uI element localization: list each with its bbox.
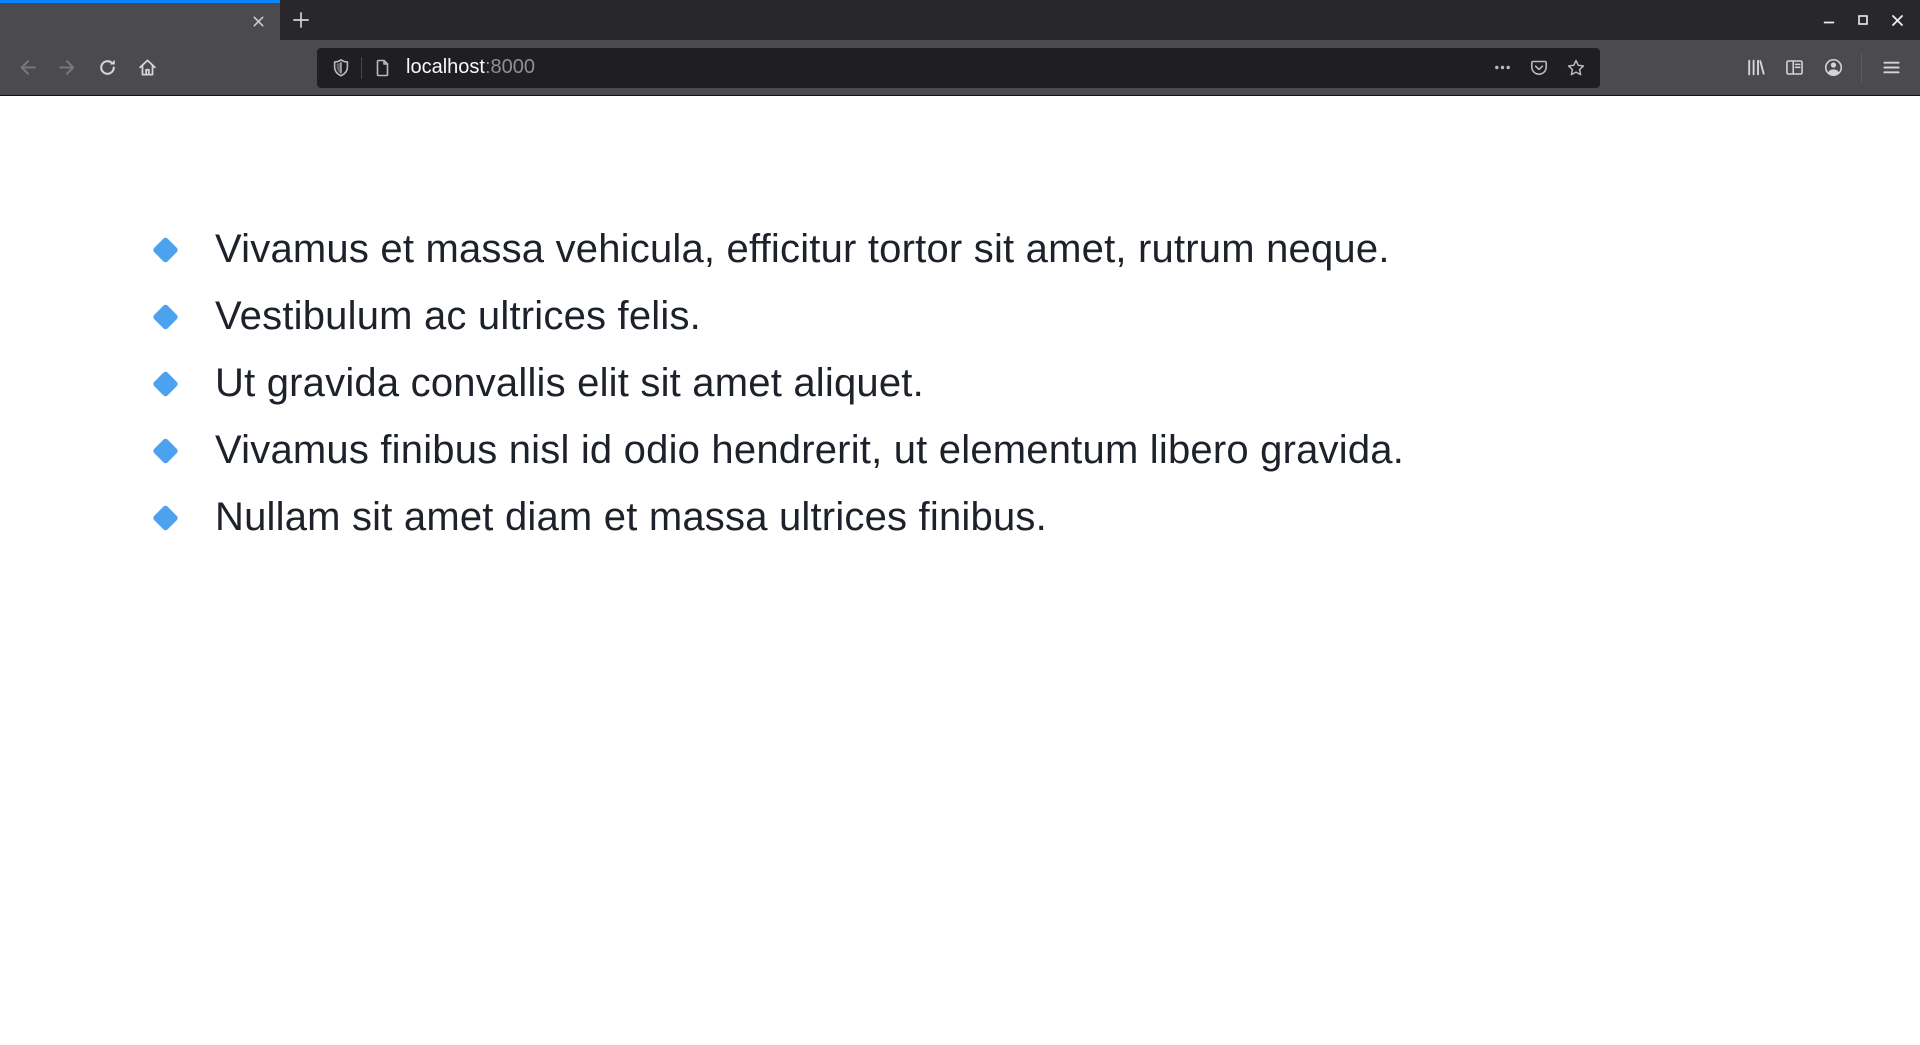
forward-arrow-icon bbox=[57, 57, 78, 78]
active-tab[interactable] bbox=[0, 0, 280, 40]
new-tab-button[interactable] bbox=[283, 0, 319, 40]
window-maximize-button[interactable] bbox=[1846, 0, 1880, 40]
star-icon bbox=[1566, 58, 1586, 78]
reload-icon bbox=[97, 57, 118, 78]
toolbar-separator bbox=[1861, 54, 1862, 82]
navigation-toolbar bbox=[0, 40, 1920, 96]
maximize-icon bbox=[1856, 13, 1870, 27]
page-info-button[interactable] bbox=[368, 54, 396, 82]
close-icon bbox=[250, 13, 267, 30]
url-host: localhost bbox=[406, 56, 485, 78]
bookmark-button[interactable] bbox=[1560, 52, 1592, 84]
page-content bbox=[0, 96, 1920, 1044]
url-text bbox=[406, 56, 535, 79]
url-bar[interactable] bbox=[317, 48, 1600, 88]
list-item: Nullam sit amet diam et massa ultrices finibus. bbox=[215, 484, 1920, 551]
list-item: Vivamus et massa vehicula, efficitur tortor sit amet, rutrum neque. bbox=[215, 216, 1920, 283]
hamburger-icon bbox=[1881, 57, 1902, 78]
library-icon bbox=[1745, 57, 1766, 78]
back-button[interactable] bbox=[8, 49, 46, 87]
minimize-icon bbox=[1822, 13, 1836, 27]
toolbar-right-cluster bbox=[1735, 49, 1912, 87]
home-icon bbox=[137, 57, 158, 78]
tab-bar bbox=[0, 0, 1920, 40]
page-actions-button[interactable] bbox=[1486, 52, 1518, 84]
library-button[interactable] bbox=[1736, 49, 1774, 87]
window-minimize-button[interactable] bbox=[1812, 0, 1846, 40]
three-dots-icon bbox=[1493, 58, 1512, 77]
reload-button[interactable] bbox=[88, 49, 126, 87]
window-close-button[interactable] bbox=[1880, 0, 1914, 40]
close-icon bbox=[1890, 13, 1905, 28]
account-button[interactable] bbox=[1814, 49, 1852, 87]
menu-button[interactable] bbox=[1872, 49, 1910, 87]
tracking-protection-button[interactable] bbox=[327, 54, 355, 82]
pocket-icon bbox=[1529, 58, 1549, 78]
back-arrow-icon bbox=[17, 57, 38, 78]
sidebar-button[interactable] bbox=[1775, 49, 1813, 87]
forward-button[interactable] bbox=[48, 49, 86, 87]
window-controls bbox=[1812, 0, 1920, 40]
list-item: Ut gravida convallis elit sit amet aliquet. bbox=[215, 350, 1920, 417]
account-icon bbox=[1823, 57, 1844, 78]
home-button[interactable] bbox=[128, 49, 166, 87]
url-port: :8000 bbox=[484, 56, 535, 78]
pocket-button[interactable] bbox=[1523, 52, 1555, 84]
plus-icon bbox=[290, 9, 312, 31]
document-icon bbox=[372, 58, 392, 78]
tab-close-button[interactable] bbox=[246, 10, 270, 34]
list-item: Vestibulum ac ultrices felis. bbox=[215, 283, 1920, 350]
list-item: Vivamus finibus nisl id odio hendrerit, ut elementum libero gravida. bbox=[215, 417, 1920, 484]
sidebar-icon bbox=[1784, 57, 1805, 78]
urlbar-separator bbox=[361, 57, 362, 79]
shield-icon bbox=[331, 58, 351, 78]
bullet-list bbox=[0, 96, 1920, 551]
